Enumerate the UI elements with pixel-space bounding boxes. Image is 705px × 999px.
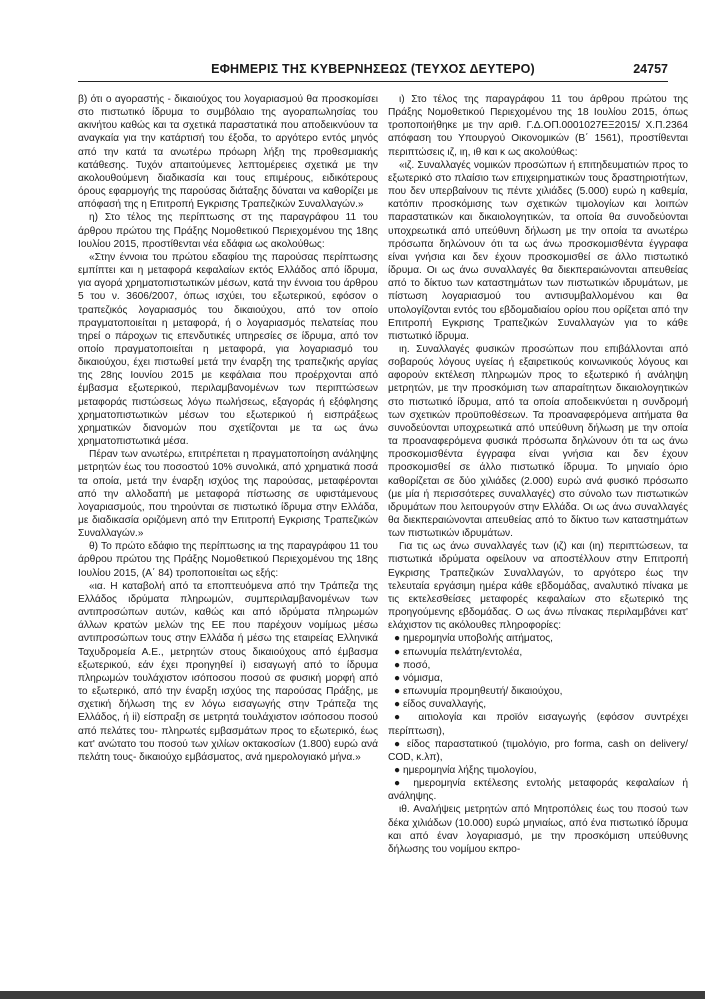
paragraph: β) ότι ο αγοραστής - δικαιούχος του λογαριασμού θα προσκομίσει στο πιστωτικό ίδρυμα το συμβόλαιο της αγοραπωλησίας του ακινήτου καθώς και τα σχετικά παραστατικά που αποδεικνύουν τα αναγκαία για την κατάρτισή του έξοδα, το αργότερο εντός μηνός από την κατά τα ανωτέρω πρόωρη λήξη της προθεσμιακής κατάθεσης. Τυχόν απαιτούμενες λεπτομέρειες σχετικά με την ακολουθούμενη διαδικασία και τους επιμέρους, ειδικότερους όρους εφαρμογής της παρούσας διάταξης δύναται να καθορίζει με απόφασή της η Επιτροπή Εγκρισης Τραπεζικών Συναλλαγών.» (78, 94, 378, 211)
paragraph: θ) Το πρώτο εδάφιο της περίπτωσης ια της παραγράφου 11 του άρθρου πρώτου της Πράξης Νομοθετικού Περιεχομένου της 18ης Ιουλίου 2015, (Α΄ 84) τροποποιείται ως εξής: (78, 541, 378, 579)
list-item: ● επωνυμία πελάτη/εντολέα, (394, 646, 523, 658)
list-item: ● ποσό, (394, 659, 431, 671)
bottom-bar (0, 991, 705, 999)
list-item: ● ημερομηνία εκτέλεσης εντολής μεταφοράς κεφαλαίων ή ανάληψης. (388, 778, 688, 803)
list-item: ● είδος συναλλαγής, (394, 699, 487, 711)
list-item: ● ημερομηνία υποβολής αιτήματος, (394, 633, 553, 645)
paragraph: η) Στο τέλος της περίπτωσης στ της παραγράφου 11 του άρθρου πρώτου της Πράξης Νομοθετικού Περιεχομένου της 18ης Ιουλίου 2015, προστίθενται νέα εδάφια ως ακολούθως: (78, 212, 378, 250)
list-item: ● επωνυμία προμηθευτή/ δικαιούχου, (394, 686, 563, 698)
page-header (78, 62, 668, 80)
list-item: ● αιτιολογία και προϊόν εισαγωγής (εφόσον συντρέχει περίπτωση), (388, 712, 688, 737)
paragraph: Για τις ως άνω συναλλαγές των (ιζ) και (ιη) περιπτώσεων, τα πιστωτικά ιδρύματα οφείλουν να αποστέλλουν στην Επιτροπή Εγκρισης Τραπεζικών Συναλλαγών, το αργότερο έως την τελευταία εργάσιμη ημέρα κάθε εβδομάδας, αναλυτικό πίνακα με τις εκτελεσθείσες μεταφορές κεφαλαίων στο εξωτερικό της προηγούμενης εβδομάδας. Ο ως άνω πίνακας περιλαμβάνει κατ' ελάχιστον τις ακόλουθες πληροφορίες: (388, 541, 688, 632)
list-item: ● είδος παραστατικού (τιμολόγιο, pro forma, cash on delivery/ COD, κ.λπ), (388, 738, 688, 763)
paragraph: «Στην έννοια του πρώτου εδαφίου της παρούσας περίπτωσης εμπίπτει και η μεταφορά κεφαλαίων εκτός Ελλάδος από ίδρυμα, για αγορά χρηματοπιστωτικών μέσων, κατά την έννοια του άρθρου 5 του ν. 3606/2007, όπως ισχύει, του εξωτερικού, εφόσον ο τραπεζικός λογαριασμός του δικαιούχου, από τον οποίο πραγματοποιείται η μεταφορά, ή ο λογαριασμός πελατείας που τηρεί ο πάροχων τις επενδυτικές υπηρεσίες σε ίδρυμα, από τον οποίο πραγματοποιείται η μεταφορά, για λογαριασμό του δικαιούχου, έχει πιστωθεί μετά την έναρξη της τραπεζικής αργίας της 28ης Ιουνίου 2015 με κεφάλαια που προέρχονται από έμβασμα εξωτερικού, περιλαμβανομένων των περιπτώσεων μεταφοράς πιστώσεως λόγω πωλήσεως, εξαγοράς ή εξόφλησης χρηματοπιστωτικών μέσων του εξωτερικού ή εισπράξεως χρηματικών διανομών που σχετίζονται με τα ως άνω χρηματοπιστωτικά μέσα. (78, 251, 378, 448)
header-rule (78, 81, 668, 82)
paragraph: ιθ. Αναλήψεις μετρητών από Μητροπόλεις έως του ποσού των δέκα χιλιάδων (10.000) ευρώ μηνιαίως, από ένα πιστωτικό ίδρυμα και από έναν λογαριασμό, με την προσκόμιση υπεύθυνης δήλωσης του νομίμου εκπρο- (388, 804, 688, 855)
list-item: ● ημερομηνία λήξης τιμολογίου, (394, 764, 537, 776)
page-number: 24757 (633, 62, 668, 76)
paragraph: ι) Στο τέλος της παραγράφου 11 του άρθρου πρώτου της Πράξης Νομοθετικού Περιεχομένου της 18 Ιουλίου 2015, όπως τροποποιήθηκε με την αριθ. Γ.Δ.ΟΠ.0001027ΕΞ2015/ Χ.Π.2364 απόφαση του Υπουργού Οικονομικών (Β΄ 1561), προστίθενται περιπτώσεις ιζ, ιη, ιθ και κ ως ακολούθως: (388, 94, 688, 158)
right-column (388, 93, 688, 856)
paragraph: ιη. Συναλλαγές φυσικών προσώπων που επιβάλλονται από σοβαρούς λόγους υγείας ή εξαιρετικούς κοινωνικούς λόγους και αφορούν εκτέλεση πληρωμών προς το εξωτερικό ή ανάληψη μετρητών, με την προσκόμιση των απαραίτητων δικαιολογητικών στο πιστωτικό ίδρυμα, από τα οποία αποδεικνύεται η συνδρομή των σχετικών προϋποθέσεων. Τα προαναφερόμενα αιτήματα θα συνοδεύονται υποχρεωτικά από υπεύθυνη δήλωση με την οποία τα προαναφερόμενα φυσικά πρόσωπα δηλώνουν ότι τα ως άνω προσκομισθέντα έγγραφα είναι γνήσια και δεν έχουν προσκομισθεί σε άλλο πιστωτικό ίδρυμα. Το μηνιαίο όριο καθορίζεται σε δύο χιλιάδες (2.000) ευρώ ανά φυσικό πρόσωπο (με μία ή περισσότερες συναλλαγές) στο σύνολο των πιστωτικών ιδρυμάτων που λειτουργούν στην Ελλάδα. Οι ως άνω συναλλαγές θα διεκπεραιώνονται απευθείας από το δίκτυο των καταστημάτων των πιστωτικών ιδρυμάτων. (388, 343, 688, 540)
left-column (78, 93, 378, 764)
list-item: ● νόμισμα, (394, 672, 443, 684)
paragraph: «ια. Η καταβολή από τα εποπτευόμενα από την Τράπεζα της Ελλάδος ιδρύματα πληρωμών, συμπεριλαμβανομένων των αντιπροσώπων αυτών, καθώς και από ιδρύματα πληρωμών άλλων κρατών μελών της ΕΕ που παρέχουν νομίμως μέσω αντιπροσώπων τους στην Ελλάδα ή μέσω της εταιρείας Ελληνικά Ταχυδρομεία Α.Ε., μετρητών στους δικαιούχους από έμβασμα εξωτερικού, εάν έχει προηγηθεί i) εισαγωγή από το ίδρυμα πληρωμών τουλάχιστον ισόποσου ποσού σε φυσική μορφή από το εξωτερικό, από την έναρξη ισχύος της παρούσας Πράξης, με σχετική δήλωση της εν λόγω εισαγωγής στην Τράπεζα της Ελλάδος, ή ii) είσπραξη σε μετρητά τουλάχιστον ισόποσου ποσού από πελάτες του- πληρωτές εμβασμάτων προς το εξωτερικό, έως κατ' ανώτατο του ποσού των χιλίων οκτακοσίων (1.800) ευρώ ανά πελάτη τους- δικαιούχο εμβάσματος, ανά ημερολογιακό μήνα.» (78, 580, 378, 763)
paragraph: «ιζ. Συναλλαγές νομικών προσώπων ή επιτηδευματιών προς το εξωτερικό στο πλαίσιο των επιχειρηματικών τους δραστηριοτήτων, που δεν υπερβαίνουν τις πέντε χιλιάδες (5.000) ευρώ η καθεμία, κατόπιν προσκόμισης των σχετικών τιμολογίων και λοιπών παραστατικών και δικαιολογητικών, τα οποία θα συνοδεύονται υποχρεωτικά από υπεύθυνη δήλωση με την οποία τα ανωτέρω πρόσωπα δηλώνουν ότι τα ως άνω προσκομισθέντα έγγραφα είναι γνήσια και δεν έχουν προσκομισθεί σε άλλο πιστωτικό ίδρυμα. Οι ως άνω συναλλαγές θα διεκπεραιώνονται απευθείας από το δίκτυο των καταστημάτων των πιστωτικών ιδρυμάτων, με πίστωση λογαριασμού του αντισυμβαλλομένου και θα υπολογίζονται εντός του εβδομαδιαίου ορίου που ορίζεται από την Επιτροπή Εγκρισης Τραπεζικών Συναλλαγών για το κάθε πιστωτικό ίδρυμα. (388, 159, 688, 342)
paragraph: Πέραν των ανωτέρω, επιτρέπεται η πραγματοποίηση ανάληψης μετρητών έως του ποσοστού 10% συνολικά, από χρηματικά ποσά τα οποία, μετά την έναρξη ισχύος της παρούσας, μεταφέρονται από την αλλοδαπή με μεταφορά πίστωσης σε υφιστάμενους λογαριασμούς, που τηρούνται σε πιστωτικό ίδρυμα στην Ελλάδα, με διαδικασία οριζόμενη από την Επιτροπή Εγκρισης Τραπεζικών Συναλλαγών.» (78, 449, 378, 540)
gazette-title: ΕΦΗΜΕΡΙΣ ΤΗΣ ΚΥΒΕΡΝΗΣΕΩΣ (ΤΕΥΧΟΣ ΔΕΥΤΕΡΟ) (211, 62, 535, 76)
